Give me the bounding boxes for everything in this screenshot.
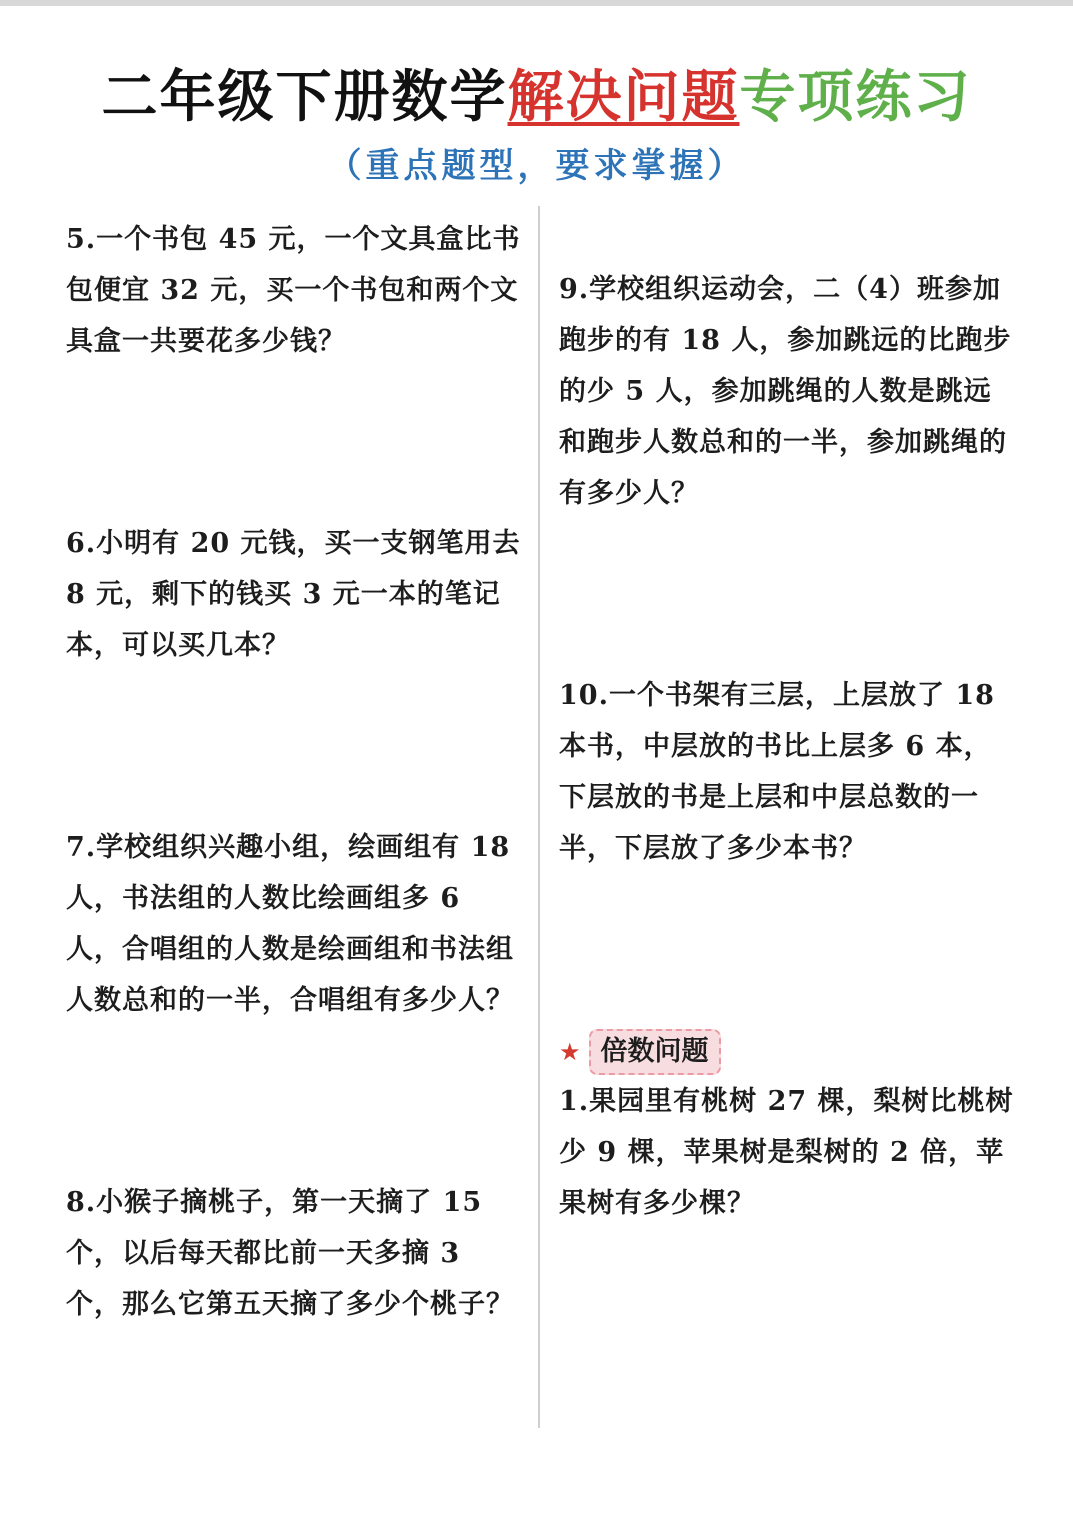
- top-border: [0, 0, 1073, 6]
- question-5: 5.一个书包 45 元，一个文具盒比书包便宜 32 元，买一个书包和两个文具盒一共要花多少钱？: [66, 224, 521, 357]
- column-divider: [538, 206, 540, 1428]
- question-7: 7.学校组织兴趣小组，绘画组有 18 人，书法组的人数比绘画组多 6 人，合唱组的人数是绘画组和书法组人数总和的一半，合唱组有多少人？: [66, 832, 514, 1016]
- question-10: 10.一个书架有三层，上层放了 18 本书，中层放的书比上层多 6 本，下层放的书是上层和中层总数的一半，下层放了多少本书？: [559, 680, 995, 864]
- section-tag: 倍数问题: [589, 1029, 721, 1075]
- section-header-multiples: [559, 1030, 721, 1074]
- question-6: 6.小明有 20 元钱，买一支钢笔用去 8 元，剩下的钱买 3 元一本的笔记本，可以买几本？: [66, 528, 521, 661]
- page-subtitle: （重点题型，要求掌握）: [327, 146, 746, 186]
- question-9: 9.学校组织运动会，二（4）班参加跑步的有 18 人，参加跳远的比跑步的少 5 人，参加跳绳的人数是跳远和跑步人数总和的一半，参加跳绳的有多少人？: [559, 274, 1012, 509]
- multiples-question-1: 1.果园里有桃树 27 棵，梨树比桃树少 9 棵，苹果树是梨树的 2 倍，苹果树有多少棵？: [559, 1086, 1014, 1219]
- title-part-grade: 二年级下册数学: [101, 65, 508, 130]
- page-title: [0, 58, 1073, 138]
- title-part-topic: 解决问题: [507, 65, 740, 130]
- star-icon: ★: [559, 1038, 581, 1066]
- question-8: 8.小猴子摘桃子，第一天摘了 15 个，以后每天都比前一天多摘 3 个，那么它第五天摘了多少个桃子？: [66, 1187, 514, 1320]
- title-part-practice: 专项练习: [739, 65, 972, 130]
